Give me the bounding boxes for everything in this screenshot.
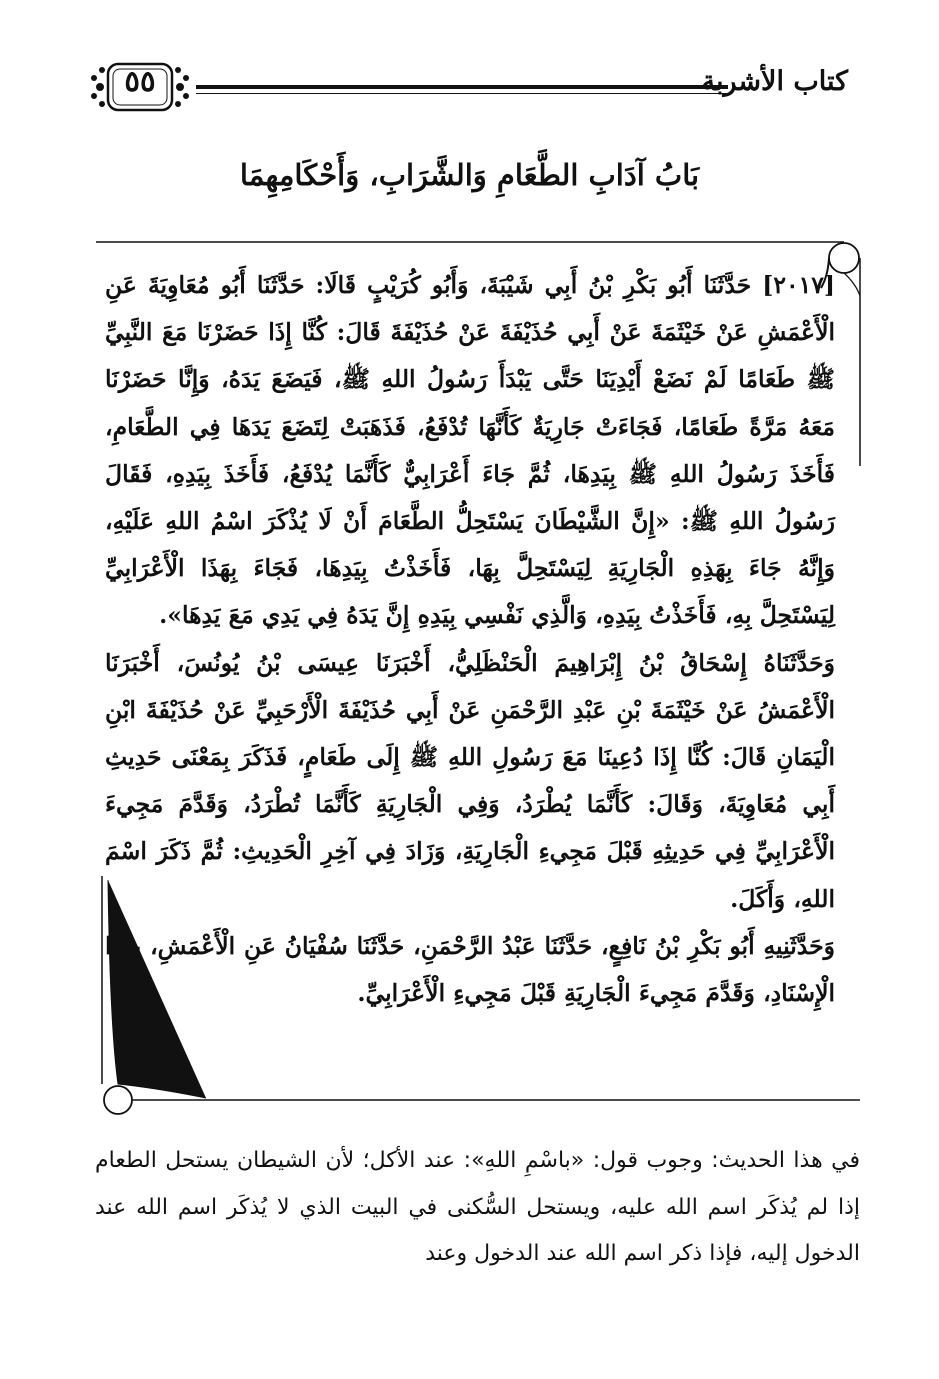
commentary-paragraph: في هذا الحديث: وجوب قول: «باسْمِ اللهِ»: عند الأكل؛ لأن الشيطان يستحل الطعام إذا لم يُذكَر اسم الله عليه، ويستحل السُّكنى في البيت الذي لا يُذكَر اسم الله عند الدخول إليه، فإذا ذكر اسم الله عند الدخول وعند <box>95 1148 860 1266</box>
commentary-text <box>95 1138 860 1278</box>
page-header <box>88 52 848 122</box>
hadith-paragraph: وَحَدَّثَنِيهِ أَبُو بَكْرِ بْنُ نَافِعٍ، حَدَّثَنَا عَبْدُ الرَّحْمَنِ، حَدَّثَنَا سُفْيَانُ عَنِ الْأَعْمَشِ، بِهَذَا الْإِسْنَادِ، وَقَدَّمَ مَجِيءَ الْجَارِيَةِ قَبْلَ مَجِيءِ الْأَعْرَابِيِّ. <box>105 931 835 1008</box>
header-rule <box>196 85 728 89</box>
header-rule-thin <box>196 93 728 94</box>
chapter-title: بَابُ آدَابِ الطَّعَامِ وَالشَّرَابِ، وَأَحْكَامِهِمَا <box>239 158 700 192</box>
hadith-paragraph: وَحَدَّثَنَاهُ إِسْحَاقُ بْنُ إِبْرَاهِيمَ الْحَنْظَلِيُّ، أَخْبَرَنَا عِيسَى بْنُ يُونُسَ، أَخْبَرَنَا الْأَعْمَشُ عَنْ خَيْثَمَةَ بْنِ عَبْدِ الرَّحْمَنِ عَنْ أَبِي حُذَيْفَةَ الْأَرْحَبِيِّ عَنْ حُذَيْفَةَ ابْنِ الْيَمَانِ قَالَ: كُنَّا إِذَا دُعِينَا مَعَ رَسُولِ اللهِ ﷺ إِلَى طَعَامٍ، فَذَكَرَ بِمَعْنَى حَدِيثِ أَبِي مُعَاوِيَةَ، وَقَالَ: كَأَنَّمَا يُطْرَدُ، وَفِي الْجَارِيَةِ كَأَنَّمَا تُطْرَدُ، وَقَدَّمَ مَجِيءَ الْأَعْرَابِيِّ فِي حَدِيثِهِ قَبْلَ مَجِيءِ الْجَارِيَةِ، وَزَادَ فِي آخِرِ الْحَدِيثِ: ثُمَّ ذَكَرَ اسْمَ اللهِ، وَأَكَلَ. <box>105 648 835 913</box>
book-title: كتاب الأشربة <box>701 66 848 97</box>
hadith-paragraph: [٢٠١٧] حَدَّثَنَا أَبُو بَكْرِ بْنُ أَبِي شَيْبَةَ، وَأَبُو كُرَيْبٍ قَالَا: حَدَّثَنَا أَبُو مُعَاوِيَةَ عَنِ الْأَعْمَشِ عَنْ خَيْثَمَةَ عَنْ أَبِي حُذَيْفَةَ عَنْ حُذَيْفَةَ قَالَ: كُنَّا إِذَا حَضَرْنَا مَعَ النَّبِيِّ ﷺ طَعَامًا لَمْ نَضَعْ أَيْدِيَنَا حَتَّى يَبْدَأَ رَسُولُ اللهِ ﷺ، فَيَضَعَ يَدَهُ، وَإِنَّا حَضَرْنَا مَعَهُ مَرَّةً طَعَامًا، فَجَاءَتْ جَارِيَةٌ كَأَنَّهَا تُدْفَعُ، فَذَهَبَتْ لِتَضَعَ يَدَهَا فِي الطَّعَامِ، فَأَخَذَ رَسُولُ اللهِ ﷺ بِيَدِهَا، ثُمَّ جَاءَ أَعْرَابِيٌّ كَأَنَّمَا يُدْفَعُ، فَأَخَذَ بِيَدِهِ، فَقَالَ رَسُولُ اللهِ ﷺ: «إِنَّ الشَّيْطَانَ يَسْتَحِلُّ الطَّعَامَ أَنْ لَا يُذْكَرَ اسْمُ اللهِ عَلَيْهِ، وَإِنَّهُ جَاءَ بِهَذِهِ الْجَارِيَةِ لِيَسْتَحِلَّ بِهَا، فَأَخَذْتُ بِيَدِهَا، فَجَاءَ بِهَذَا الْأَعْرَابِيِّ لِيَسْتَحِلَّ بِهِ، فَأَخَذْتُ بِيَدِهِ، وَالَّذِي نَفْسِي بِيَدِهِ إِنَّ يَدَهُ فِي يَدِي مَعَ يَدِهَا». <box>105 271 835 630</box>
hadith-text <box>105 262 835 1017</box>
page-number: ٥٥ <box>124 64 156 98</box>
